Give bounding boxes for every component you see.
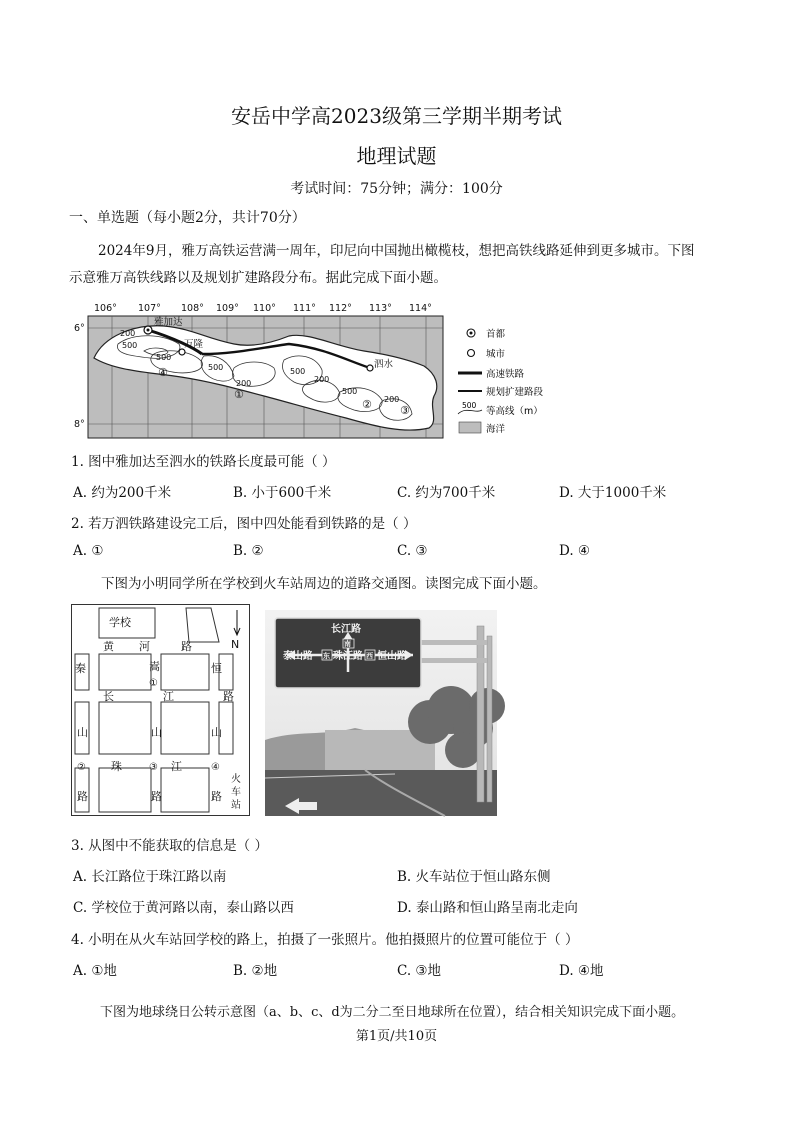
java-map (74, 296, 564, 446)
legend-contour: 等高线（m） (486, 406, 543, 417)
road-map (71, 604, 251, 816)
subject-title: 地理试题 (356, 144, 437, 168)
q1-option-c[interactable]: C. 约为700千米 (397, 485, 496, 501)
shan-label: 山 (211, 726, 222, 739)
sign-center-road: 珠江路 (333, 651, 363, 662)
shan-label: 山 (151, 726, 162, 739)
q2-option-a[interactable]: A. ① (73, 543, 104, 559)
q4-option-d[interactable]: D. ④地 (559, 963, 604, 979)
contour-label: 500 (342, 387, 358, 396)
q3-option-a[interactable]: A. 长江路位于珠江路以南 (73, 869, 227, 885)
q3-option-c[interactable]: C. 学校位于黄河路以南，泰山路以西 (73, 900, 294, 916)
lon-label: 110° (253, 303, 276, 314)
lon-label: 112° (329, 303, 352, 314)
q1-option-d[interactable]: D. 大于1000千米 (559, 485, 667, 501)
legend-capital: 首都 (486, 329, 506, 340)
lon-label: 113° (369, 303, 392, 314)
contour-label: 500 (122, 341, 138, 350)
legend-contour-value: 500 (462, 401, 477, 410)
contour-label: 500 (290, 367, 306, 376)
q2-option-c[interactable]: C. ③ (397, 543, 428, 559)
point-3: ③ (400, 404, 410, 417)
changjiang-char: 江 (163, 690, 174, 703)
huanghe-char: 黄 (103, 640, 114, 653)
heng-label: 恒 (211, 662, 222, 675)
contour-label: 200 (120, 329, 136, 338)
lon-label: 109° (216, 303, 239, 314)
section-heading: 一、单选题（每小题2分，共计70分） (69, 210, 306, 226)
lu-label: 路 (151, 790, 162, 803)
place-jakarta: 雅加达 (154, 317, 183, 328)
q4-option-b[interactable]: B. ②地 (233, 963, 278, 979)
place-wanlong: 万隆 (184, 339, 204, 350)
city-marker-sishui (367, 365, 373, 371)
sign-west-dir: 西 (366, 652, 373, 660)
map-legend (458, 328, 544, 435)
point-1: ① (234, 388, 244, 401)
legend-city: 城市 (486, 349, 506, 360)
map-mark-2: ② (77, 762, 86, 773)
sign-north-road: 长江路 (331, 624, 361, 635)
station-char: 火 (231, 774, 241, 785)
map-mark-1: ① (149, 678, 158, 689)
changjiang-char: 路 (223, 690, 234, 703)
map-mark-4: ④ (211, 762, 220, 773)
q1-option-a[interactable]: A. 约为200千米 (73, 485, 172, 501)
station-char: 站 (231, 800, 241, 811)
lon-label: 114° (409, 303, 432, 314)
qin-label: 秦 (75, 662, 86, 675)
zhujiang-char: 江 (171, 760, 182, 773)
sign-north-dir: 南 (344, 640, 351, 648)
legend-railway: 高速铁路 (486, 369, 525, 380)
contour-label: 200 (314, 375, 330, 384)
q4-option-c[interactable]: C. ③地 (397, 963, 442, 979)
huanghe-char: 路 (181, 640, 192, 653)
huanghe-char: 河 (139, 640, 150, 653)
q3-option-d[interactable]: D. 泰山路和恒山路呈南北走向 (397, 900, 578, 916)
sign-pole (477, 626, 484, 802)
map-mark-3: ③ (149, 762, 158, 773)
q3-stem: 3. 从图中不能获取的信息是（ ） (71, 838, 268, 854)
passage2-line1: 下图为小明同学所在学校到火车站周边的道路交通图。读图完成下面小题。 (101, 576, 547, 592)
lon-label: 108° (181, 303, 204, 314)
legend-planned: 规划扩建路段 (486, 387, 544, 398)
q4-option-a[interactable]: A. ①地 (73, 963, 117, 979)
lon-label: 111° (293, 303, 316, 314)
q2-option-b[interactable]: B. ② (233, 543, 264, 559)
q1-option-b[interactable]: B. 小于600千米 (233, 485, 332, 501)
sign-west-road: 泰山路 (283, 651, 313, 662)
north-label: N (231, 638, 240, 651)
contour-label: 200 (384, 395, 400, 404)
lat-label: 6° (74, 323, 85, 334)
passage1-line1: 2024年9月，雅万高铁运营满一周年，印尼向中国抛出橄榄枝，想把高铁线路延伸到更多城市。下图 (98, 243, 695, 259)
lon-label: 106° (94, 303, 117, 314)
legend-ocean: 海洋 (486, 424, 506, 435)
lon-label: 107° (138, 303, 161, 314)
lat-label: 8° (74, 419, 85, 430)
passage1-line2: 示意雅万高铁线路以及规划扩建路段分布。据此完成下面小题。 (69, 270, 447, 286)
changjiang-char: 长 (103, 690, 114, 703)
contour-label: 500 (208, 363, 224, 372)
q4-stem: 4. 小明在从火车站回学校的路上，拍摄了一张照片。他拍摄照片的位置可能位于（ ） (71, 932, 579, 948)
road-sign-photo (265, 610, 497, 816)
zhujiang-char: 珠 (111, 760, 122, 773)
sign-east-road: 恒山路 (377, 651, 407, 662)
place-sishui: 泗水 (374, 359, 394, 370)
point-4: ④ (158, 366, 168, 379)
point-2: ② (362, 398, 372, 411)
q1-stem: 1. 图中雅加达至泗水的铁路长度最可能（ ） (71, 454, 336, 470)
q2-option-d[interactable]: D. ④ (559, 543, 591, 559)
school-label: 学校 (109, 616, 131, 629)
sign-east-dir: 东 (323, 652, 330, 660)
exam-title: 安岳中学高2023级第三学期半期考试 (231, 104, 562, 128)
q2-stem: 2. 若万泗铁路建设完工后，图中四处能看到铁路的是（ ） (71, 516, 417, 532)
shan-label: 山 (77, 726, 88, 739)
page-number: 第1页/共10页 (355, 1029, 438, 1044)
contour-label: 500 (156, 353, 172, 362)
lu-label: 路 (77, 790, 88, 803)
station-char: 车 (231, 787, 241, 798)
song-label: 嵩 (149, 660, 160, 673)
contour-label: 200 (236, 379, 252, 388)
exam-info: 考试时间：75分钟；满分：100分 (290, 181, 503, 197)
passage3-line1: 下图为地球绕日公转示意图（a、b、c、d为二分二至日地球所在位置），结合相关知识完成下面小题。 (100, 1005, 685, 1020)
q3-option-b[interactable]: B. 火车站位于恒山路东侧 (397, 869, 551, 885)
lu-label: 路 (211, 790, 222, 803)
